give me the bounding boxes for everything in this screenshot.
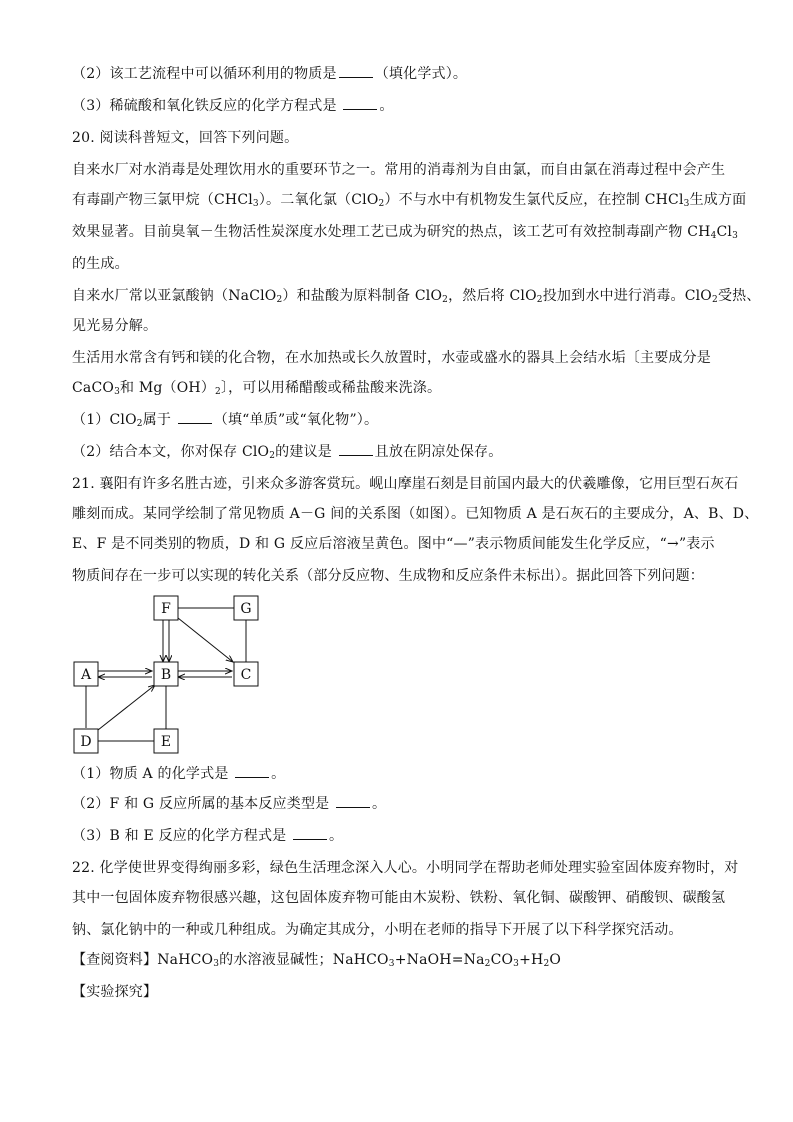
answer-blank[interactable]: [339, 65, 373, 78]
passage-line: 生活用水常含有钙和镁的化合物，在水加热或长久放置时，水壶或盛水的器具上会结水垢〔主要成分是: [72, 350, 711, 366]
node-e-label: E: [160, 734, 172, 750]
q21-stem: 雕刻而成。某同学绘制了常见物质 A－G 间的关系图（如图）。已知物质 A 是石灰石的主要成分，A、B、D、: [72, 506, 759, 522]
q21-stem: E、F 是不同类别的物质，D 和 G 反应后溶液呈黄色。图中“—”表示物质间能发生化学反应，“→”表示: [72, 536, 715, 552]
answer-blank[interactable]: [293, 827, 327, 840]
node-f-label: F: [161, 601, 171, 617]
q21-stem: 21. 襄阳有许多名胜古迹，引来众多游客赏玩。岘山摩崖石刻是目前国内最大的伏羲雕像，它用巨型石灰石: [72, 476, 739, 492]
passage-line: 见光易分解。: [72, 318, 158, 334]
relation-diagram: [72, 592, 272, 756]
node-b-label: B: [160, 667, 172, 683]
q22-reference: 【查阅资料】NaHCO$_3$的水溶液显碱性；$NaHCO_3+NaOH=Na_2CO_3+H_2O$: [72, 952, 562, 969]
q22-stem: 22. 化学使世界变得绚丽多彩，绿色生活理念深入人心。小明同学在帮助老师处理实验室固体废弃物时，对: [72, 860, 739, 876]
answer-blank[interactable]: [339, 443, 373, 456]
q20-title: 20. 阅读科普短文，回答下列问题。: [72, 130, 299, 146]
q20-1: （1）ClO$_2$属于 （填“单质”或“氧化物”）。: [72, 412, 379, 429]
q21-3: （3）B 和 E 反应的化学方程式是 。: [72, 828, 344, 844]
node-d-label: D: [80, 734, 92, 750]
edge-f-c: [178, 618, 233, 662]
q21-stem: 物质间存在一步可以实现的转化关系（部分反应物、生成物和反应条件未标出）。据此回答下列问题：: [72, 568, 704, 584]
passage-line: 有毒副产物三氯甲烷（CHCl$_3$）。二氧化氯（ClO$_2$）不与水中有机物发生氯代反应，在控制 CHCl$_3$生成方面: [72, 192, 747, 209]
q21-2: （2）F 和 G 反应所属的基本反应类型是 。: [72, 796, 387, 812]
q22-explore-heading: 【实验探究】: [72, 984, 158, 1000]
q19-3: （3）稀硫酸和氧化铁反应的化学方程式是 。: [72, 98, 394, 114]
q20-2: （2）结合本文，你对保存 ClO$_2$的建议是 且放在阴凉处保存。: [72, 444, 503, 461]
passage-line: 自来水厂常以亚氯酸钠（NaClO$_2$）和盐酸为原料制备 ClO$_2$，然后将 ClO$_2$投加到水中进行消毒。ClO$_2$受热、: [72, 288, 761, 305]
passage-line: 效果显著。目前臭氧－生物活性炭深度水处理工艺已成为研究的热点，该工艺可有效控制毒副产物 $CH_4Cl_3$: [72, 224, 739, 241]
q22-stem: 钠、氯化钠中的一种或几种组成。为确定其成分，小明在老师的指导下开展了以下科学探究活动。: [72, 922, 683, 938]
passage-line: 自来水厂对水消毒是处理饮用水的重要环节之一。常用的消毒剂为自由氯，而自由氯在消毒过程中会产生: [72, 162, 726, 178]
answer-blank[interactable]: [178, 411, 212, 424]
passage-line: 的生成。: [72, 256, 129, 272]
answer-blank[interactable]: [235, 765, 269, 778]
node-a-label: A: [80, 667, 92, 683]
answer-blank[interactable]: [336, 795, 370, 808]
node-g-label: G: [240, 601, 252, 617]
node-c-label: C: [240, 667, 252, 683]
q21-1: （1）物质 A 的化学式是 。: [72, 766, 286, 782]
q22-stem: 其中一包固体废弃物很感兴趣，这包固体废弃物可能由木炭粉、铁粉、氧化铜、碳酸钾、硝酸钡、碳酸氢: [72, 890, 726, 906]
q19-2: （2）该工艺流程中可以循环利用的物质是 （填化学式）。: [72, 66, 468, 82]
answer-blank[interactable]: [343, 97, 377, 110]
passage-line: CaCO$_3$和 $Mg(OH)_2$〕，可以用稀醋酸或稀盐酸来洗涤。: [72, 380, 442, 397]
edge-d-b: [98, 685, 155, 730]
